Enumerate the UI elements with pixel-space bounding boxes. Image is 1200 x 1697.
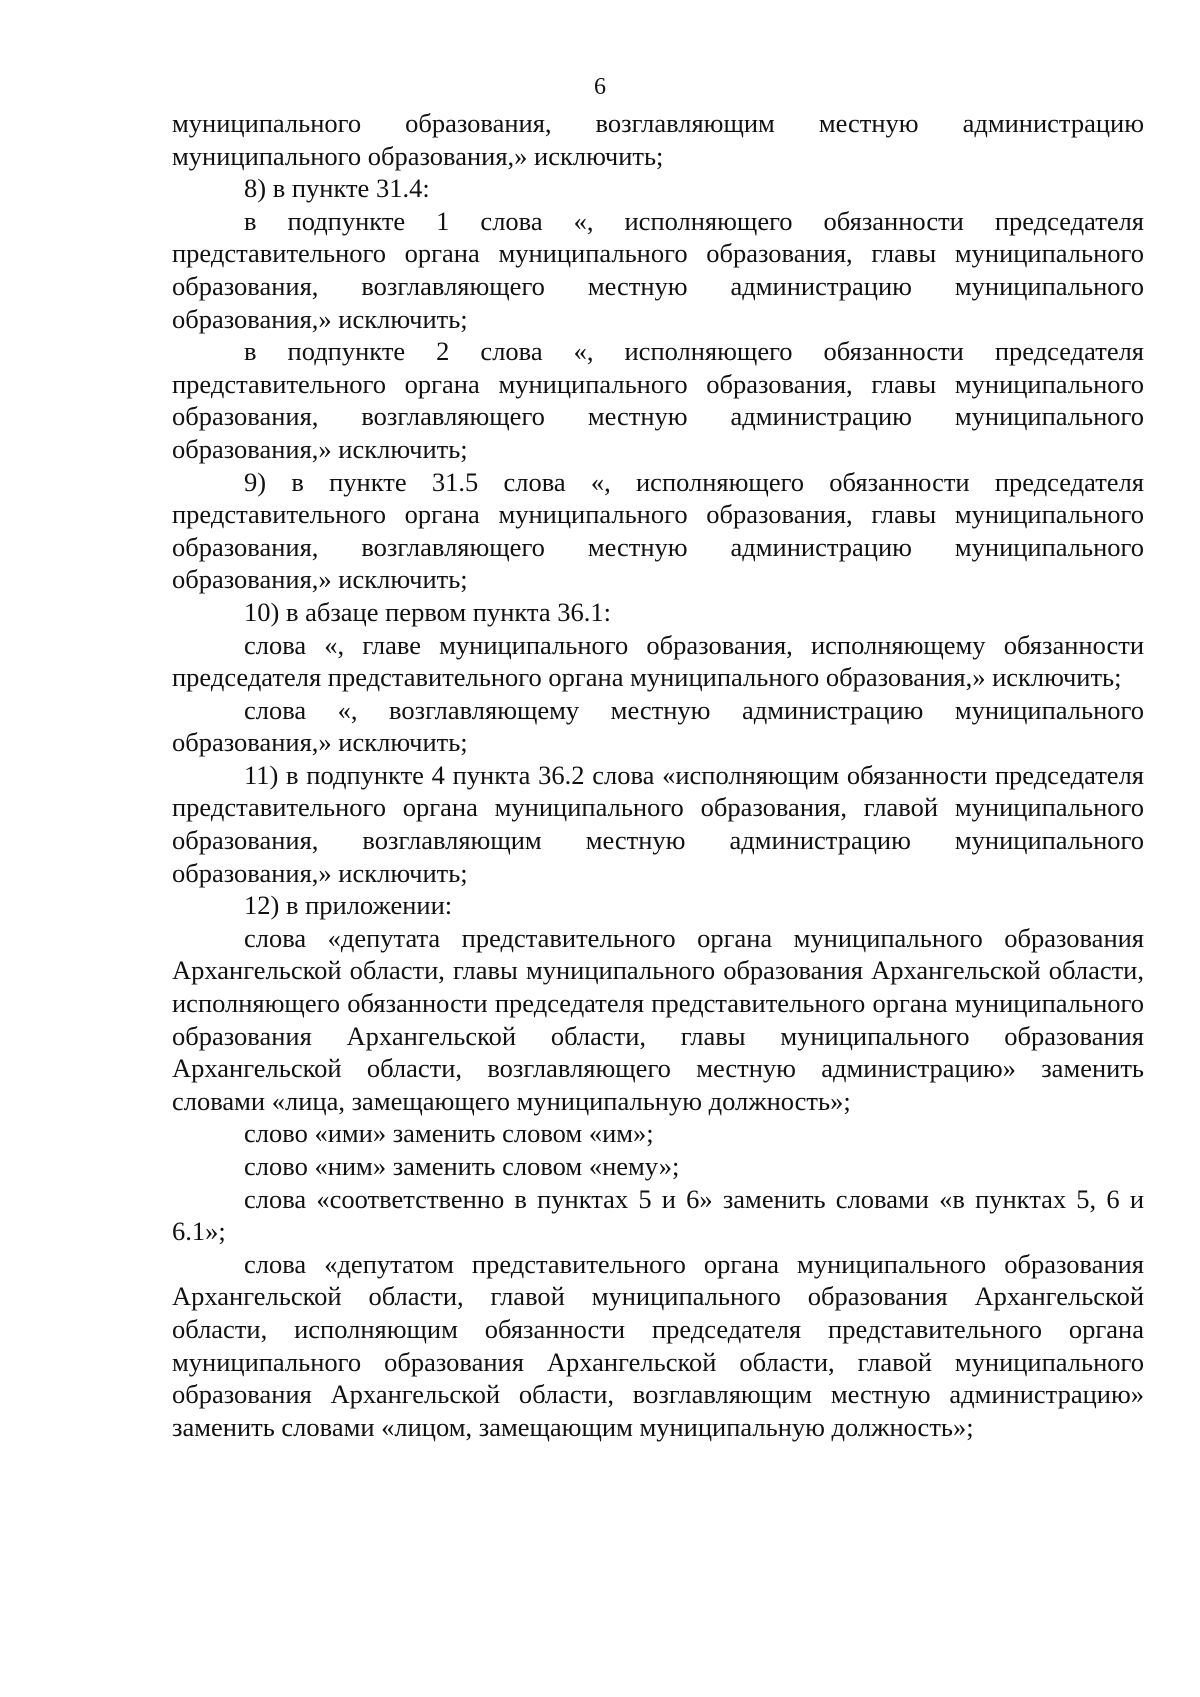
paragraph: слово «ним» заменить словом «нему»; [244, 1151, 680, 1181]
paragraph: 12) в приложении: [244, 890, 453, 921]
paragraph: слова «, возглавляющему местную администрацию муниципального образования,» исключить; [172, 694, 1144, 758]
paragraph: 9) в пункте 31.5 слова «, исполняющего обязанности председателя представительного органа муниципального образования, главы муниципального образования, возглавляющего местную администрацию муниципального образования,» исключить; [172, 466, 1144, 595]
paragraph: 8) в пункте 31.4: [244, 173, 430, 204]
paragraph: слова «соответственно в пунктах 5 и 6» заменить словами «в пунктах 5, 6 и 6.1»; [172, 1183, 1144, 1247]
paragraph: слова «, главе муниципального образования, исполняющему обязанности председателя представительного органа муниципального образования,» исключить; [172, 629, 1144, 693]
document-body [172, 107, 1144, 1443]
page-number: 6 [594, 74, 606, 100]
paragraph: слова «депутата представительного органа муниципального образования Архангельской области, главы муниципального образования Архангельской области, исполняющего обязанности председателя представительного органа муниципального образования Архангельской области, главы муниципального образования Архангельской области, возглавляющего местную администрацию» заменить словами «лица, замещающего муниципальную должность»; [172, 922, 1144, 1116]
paragraph: муниципального образования, возглавляющим местную администрацию муниципального образования,» исключить; [172, 108, 1144, 171]
paragraph: 11) в подпункте 4 пункта 36.2 слова «исполняющим обязанности председателя представительного органа муниципального образования, главой муниципального образования, возглавляющим местную администрацию муниципального образования,» исключить; [172, 759, 1144, 888]
paragraph: в подпункте 1 слова «, исполняющего обязанности председателя представительного органа муниципального образования, главы муниципального образования, возглавляющего местную администрацию муниципального образования,» исключить; [172, 205, 1144, 334]
paragraph: в подпункте 2 слова «, исполняющего обязанности председателя представительного органа муниципального образования, главы муниципального образования, возглавляющего местную администрацию муниципального образования,» исключить; [172, 336, 1144, 464]
paragraph: 10) в абзаце первом пункта 36.1: [244, 596, 611, 627]
paragraph: слово «ими» заменить словом «им»; [244, 1118, 654, 1149]
paragraph: слова «депутатом представительного органа муниципального образования Архангельской области, главой муниципального образования Архангельской области, исполняющим обязанности председателя представительного органа муниципального образования Архангельской области, главой муниципального образования Архангельской области, возглавляющим местную администрацию» заменить словами «лицом, замещающим муниципальную должность»; [172, 1248, 1144, 1442]
